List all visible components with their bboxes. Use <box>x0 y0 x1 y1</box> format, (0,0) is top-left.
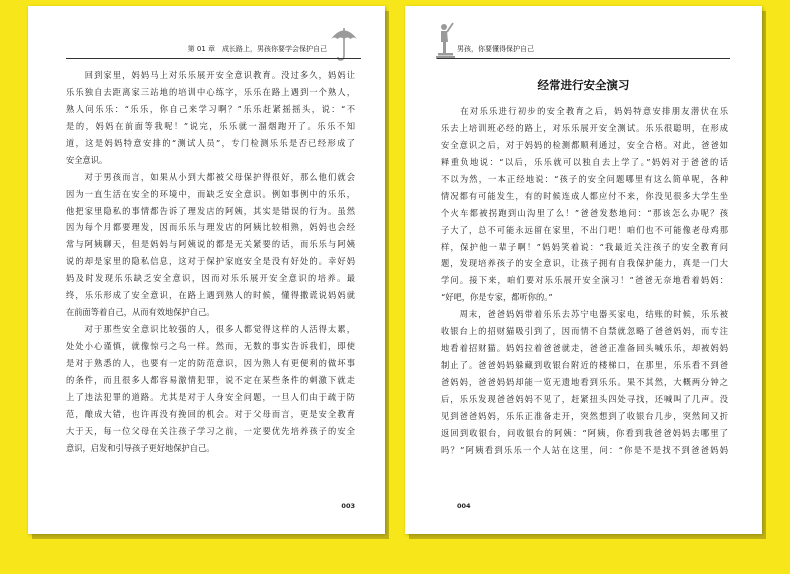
umbrella-icon <box>329 24 359 62</box>
text-line: 乐去上培训班必经的路上，对乐乐展开安全测试。乐乐很聪明，在形成 <box>441 122 728 133</box>
body-text <box>441 103 728 459</box>
text-line: 对于男孩而言，如果从小到大都被父母保护得很好，那么他们就会 <box>66 171 355 182</box>
text-line: 样，保护他一辈子啊！”妈妈笑着说：“我最近关注孩子的安全教育问 <box>441 241 728 252</box>
header-rule <box>66 58 361 59</box>
text-line: 释重负地说：“以后，乐乐就可以独自去上学了。”妈妈对于爸爸的话 <box>441 156 728 167</box>
text-line: 学问。接下来，咱们要对乐乐展开安全演习！”爸爸无奈地看着妈妈： <box>441 275 728 286</box>
text-line: 制止了。爸爸妈妈躲藏到收银台附近的楼梯口，在那里，乐乐看不到爸 <box>441 360 728 371</box>
text-line: “好吧，你是专家，都听你的。” <box>441 292 553 303</box>
text-line: 熟人问乐乐：“乐乐，你自己来学习啊？”乐乐赶紧摇摇头，说：“不 <box>66 103 355 114</box>
section-title: 经常进行安全演习 <box>537 78 630 92</box>
text-line: 乐乐独自去距离家三站地的培训中心练字，乐乐在路上遇到一个熟人， <box>66 86 355 97</box>
text-line: 题，发现培养孩子的安全意识，让孩子拥有自我保护能力，真是一门大 <box>441 258 728 269</box>
text-line: 见到爸爸妈妈，乐乐正准备走开，突然想到了收银台几步，突然间又折 <box>441 410 728 421</box>
body-text <box>66 67 355 457</box>
text-line: 因为每个月都要理发，因而乐乐与理发店的阿姨比较相熟，妈妈也会经 <box>66 222 355 233</box>
text-line: 上了违法犯罪的道路。尤其是对于人身安全问题，一旦人们由于疏于防 <box>66 391 355 402</box>
text-line: 在前面等着自己，从而有效地保护自己。 <box>66 307 215 318</box>
text-line: 情况都有可能发生，有的时候连成人都应付不来，你没见很多大学生坐 <box>441 190 728 201</box>
text-line: 大于天，每一位父母在关注孩子学习之前，一定要优先培养孩子的安全 <box>66 425 355 436</box>
text-line: 子大了，总不可能永远留在家里，不出门吧！咱们也不可能像老母鸡那 <box>441 224 728 235</box>
text-line: 处处小心谨慎，就像惊弓之鸟一样。然而，无数的事实告诉我们，即使 <box>66 341 355 351</box>
page-number: 004 <box>457 502 471 510</box>
text-line: 道，这是妈妈特意安排的“测试人员”，专门检测乐乐是否已经形成了 <box>66 137 355 148</box>
header-rule <box>437 58 730 59</box>
text-line: 回到家里，妈妈马上对乐乐展开安全意识教育。没过多久，妈妈让 <box>66 70 355 80</box>
text-line: 爸妈妈，爸爸妈妈却能一览无遗地看到乐乐。果不其然，大概两分钟之 <box>441 377 728 387</box>
right-page <box>405 6 762 534</box>
text-line: 说的却是家里的隐私信息，这对于保护家庭安全是没有好处的。幸好妈 <box>66 256 355 267</box>
text-line: 是的，妈妈在前面等我呢！”说完，乐乐就一溜烟跑开了。乐乐不知 <box>66 120 355 131</box>
text-line: 地看着招财猫。妈妈拉着爸爸就走，爸爸正准备回头喊乐乐，却被妈妈 <box>441 343 728 354</box>
running-head: 男孩，你要懂得保护自己 <box>457 45 534 53</box>
text-line: 周末，爸爸妈妈带着乐乐去苏宁电器买家电，结账的时候，乐乐被 <box>441 309 728 320</box>
text-line: 安全意识之后，对于妈妈的检测都顺利通过，安全合格。对此，爸爸如 <box>441 139 728 150</box>
text-line: 后，乐乐发现爸爸妈妈不见了，赶紧扭头四处寻找，还喊叫了几声。没 <box>441 393 728 404</box>
text-line: 他把家里隐私的事情都告诉了理发店的阿姨，其实是错误的行为。虽然 <box>66 205 355 216</box>
running-head: 第 01 章 成长路上，男孩你要学会保护自己 <box>187 45 327 53</box>
text-line: 对于那些安全意识比较强的人，很多人都觉得这样的人活得太累， <box>66 324 355 335</box>
text-line: 意识，启发和引导孩子更好地保护自己。 <box>66 442 215 453</box>
text-line: 收银台上的招财猫吸引到了，因而情不自禁就忽略了爸爸妈妈，而专注 <box>441 326 728 337</box>
text-line: 在对乐乐进行初步的安全教育之后，妈妈特意安排朋友潜伏在乐 <box>441 106 728 116</box>
page-number: 003 <box>341 502 355 510</box>
left-page <box>28 6 385 534</box>
text-line: 妈及时发现乐乐缺乏安全意识，因而对乐乐展开安全意识的培养。最 <box>66 273 355 284</box>
text-line: 不以为然，一本正经地说：“孩子的安全问题哪里有这么简单呢，各种 <box>441 173 728 184</box>
text-line: 终，乐乐形成了安全意识，在路上遇到熟人的时候，懂得撒谎说妈妈就 <box>66 290 355 301</box>
text-line: 是对于熟悉的人，也要有一定的防范意识，因为熟人有更便利的做坏事 <box>66 357 355 368</box>
text-line: 返回到收银台，问收银台的阿姨：“阿姨，你看到我爸爸妈妈去哪里了 <box>441 427 728 438</box>
text-line: 因为一直生活在安全的环境中，而缺乏安全意识。例如事例中的乐乐， <box>66 188 355 199</box>
text-line: 吗？”阿姨看到乐乐一个人站在这里，问：“你是不是找不到爸爸妈妈 <box>441 444 728 455</box>
statue-icon <box>435 20 457 60</box>
text-line: 的条件，而且很多人都容易激情犯罪，说不定在某些条件的刺激下就走 <box>66 374 355 385</box>
text-line: 范，酿成大错，也许再没有挽回的机会。对于父母而言，更是安全教育 <box>66 408 355 419</box>
text-line: 个火车都被拐跑到山沟里了么！”爸爸发愁地问：“那该怎么办呢？孩 <box>441 207 728 218</box>
text-line: 安全意识。 <box>66 154 108 165</box>
text-line: 常与阿姨聊天，但是妈妈与阿姨说的都是无关紧要的话，而乐乐与阿姨 <box>66 239 355 250</box>
